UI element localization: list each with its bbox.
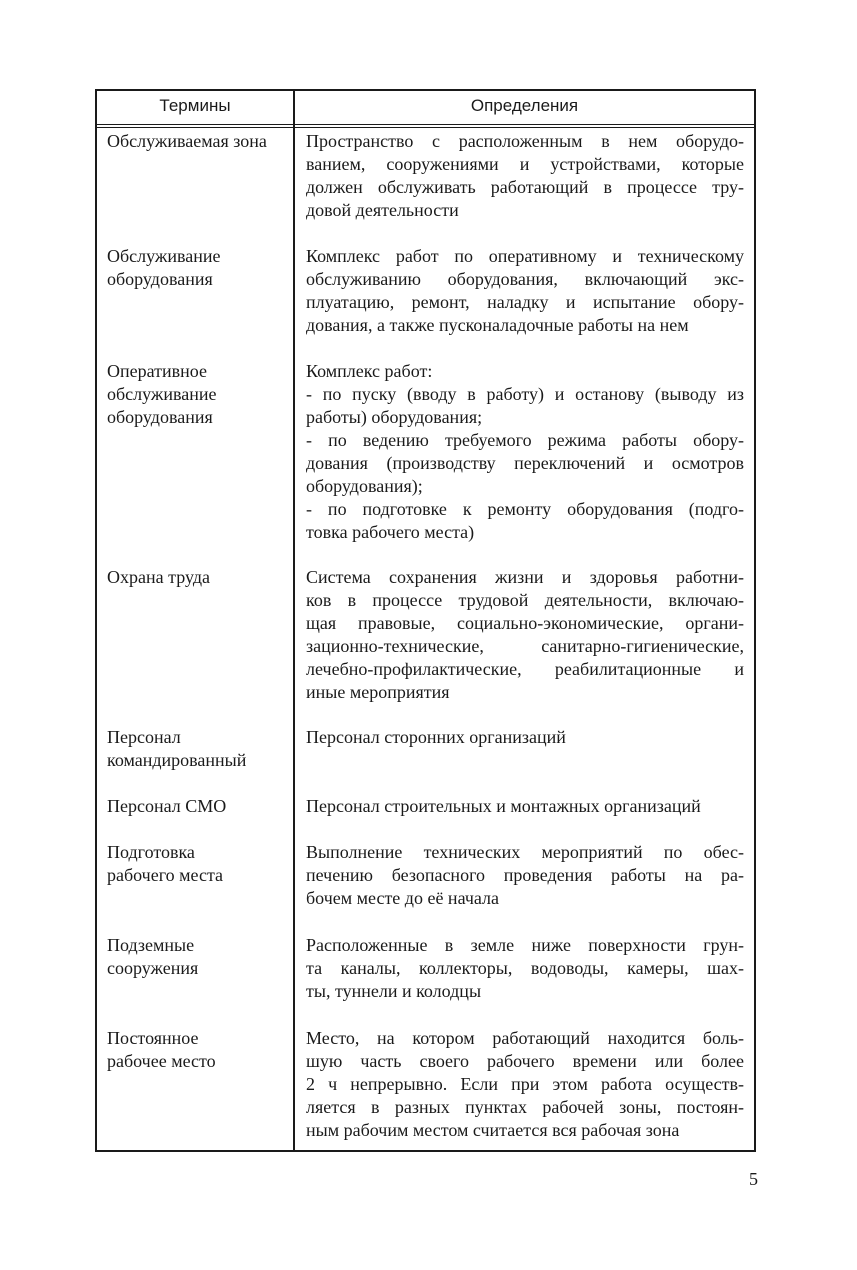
definition-line: Комплекс работ по оперативному и техническому <box>306 246 744 266</box>
definition-cell <box>306 841 744 910</box>
definition-line: Комплекс работ: <box>306 361 433 381</box>
term-line: оборудования <box>107 269 213 289</box>
term-line: Подземные <box>107 935 195 955</box>
definition-cell <box>306 795 744 818</box>
definition-line: - по подготовке к ремонту оборудования (подго- <box>306 499 744 519</box>
term-line: сооружения <box>107 958 199 978</box>
definition-line: оборудования); <box>306 476 423 496</box>
header-rule-double <box>95 127 756 128</box>
definition-cell <box>306 245 744 337</box>
definition-line: шую часть своего рабочего времени или более <box>306 1051 744 1071</box>
definition-line: - по пуску (вводу в работу) и останову (выводу из <box>306 384 744 404</box>
term-cell <box>107 795 293 818</box>
term-cell <box>107 841 293 887</box>
definition-line: должен обслуживать работающий в процессе тру- <box>306 177 744 197</box>
definition-line: ляется в разных пунктах рабочей зоны, постоян- <box>306 1097 744 1117</box>
term-line: Охрана труда <box>107 567 210 587</box>
definition-cell <box>306 726 744 749</box>
term-line: обслуживание <box>107 384 217 404</box>
definition-line: товка рабочего места) <box>306 522 475 542</box>
definition-line: Система сохранения жизни и здоровья работни- <box>306 567 744 587</box>
definition-cell <box>306 130 744 222</box>
term-line: оборудования <box>107 407 213 427</box>
term-cell <box>107 726 293 772</box>
term-line: Подготовка <box>107 842 195 862</box>
column-divider <box>293 89 295 1152</box>
term-line: рабочее место <box>107 1051 216 1071</box>
definition-line: бочем месте до её начала <box>306 888 500 908</box>
definition-line: печению безопасного проведения работы на ра- <box>306 865 744 885</box>
definition-line: довой деятельности <box>306 200 459 220</box>
definition-line: дования, а также пусконаладочные работы на нем <box>306 315 689 335</box>
definition-line: иные мероприятия <box>306 682 450 702</box>
term-cell <box>107 130 293 153</box>
definition-line: зационно-технические, санитарно-гигиенические, <box>306 636 744 656</box>
definition-line: плуатацию, ремонт, наладку и испытание обору- <box>306 292 744 312</box>
page-number: 5 <box>749 1169 758 1189</box>
definition-cell <box>306 934 744 1003</box>
definition-line: лечебно-профилактические, реабилитационные и <box>306 659 744 679</box>
header-terms: Термины <box>159 96 231 115</box>
definition-line: Расположенные в земле ниже поверхности грун- <box>306 935 744 955</box>
term-cell <box>107 566 293 589</box>
definition-line: та каналы, коллекторы, водоводы, камеры, шах- <box>306 958 744 978</box>
term-line: Постоянное <box>107 1028 199 1048</box>
term-line: рабочего места <box>107 865 224 885</box>
definition-line: обслуживанию оборудования, включающий экс- <box>306 269 744 289</box>
definition-line: Выполнение технических мероприятий по обес- <box>306 842 744 862</box>
definition-line: щая правовые, социально-экономические, органи- <box>306 613 744 633</box>
term-cell <box>107 934 293 980</box>
definition-line: работы) оборудования; <box>306 407 483 427</box>
definition-line: ным рабочим местом считается вся рабочая зона <box>306 1120 680 1140</box>
definition-cell <box>306 1027 744 1142</box>
term-cell <box>107 360 293 429</box>
term-line: Обслуживаемая зона <box>107 131 267 151</box>
term-line: командированный <box>107 750 247 770</box>
header-definitions: Определения <box>470 96 579 115</box>
definition-line: 2 ч непрерывно. Если при этом работа осуществ- <box>306 1074 744 1094</box>
term-cell <box>107 245 293 291</box>
definition-line: дования (производству переключений и осмотров <box>306 453 744 473</box>
definition-line: Персонал строительных и монтажных организаций <box>306 796 701 816</box>
definition-line: Пространство с расположенным в нем оборудо- <box>306 131 744 151</box>
term-line: Персонал <box>107 727 181 747</box>
definition-cell <box>306 360 744 544</box>
term-line: Обслуживание <box>107 246 221 266</box>
definition-line: ванием, сооружениями и устройствами, которые <box>306 154 744 174</box>
term-line: Персонал СМО <box>107 796 227 816</box>
definition-line: ков в процессе трудовой деятельности, включаю- <box>306 590 744 610</box>
term-line: Оперативное <box>107 361 207 381</box>
definition-cell <box>306 566 744 704</box>
definition-line: ты, туннели и колодцы <box>306 981 482 1001</box>
header-rule <box>95 124 756 125</box>
definition-line: - по ведению требуемого режима работы обору- <box>306 430 744 450</box>
definition-line: Место, на котором работающий находится боль- <box>306 1028 744 1048</box>
definition-line: Персонал сторонних организаций <box>306 727 566 747</box>
term-cell <box>107 1027 293 1073</box>
